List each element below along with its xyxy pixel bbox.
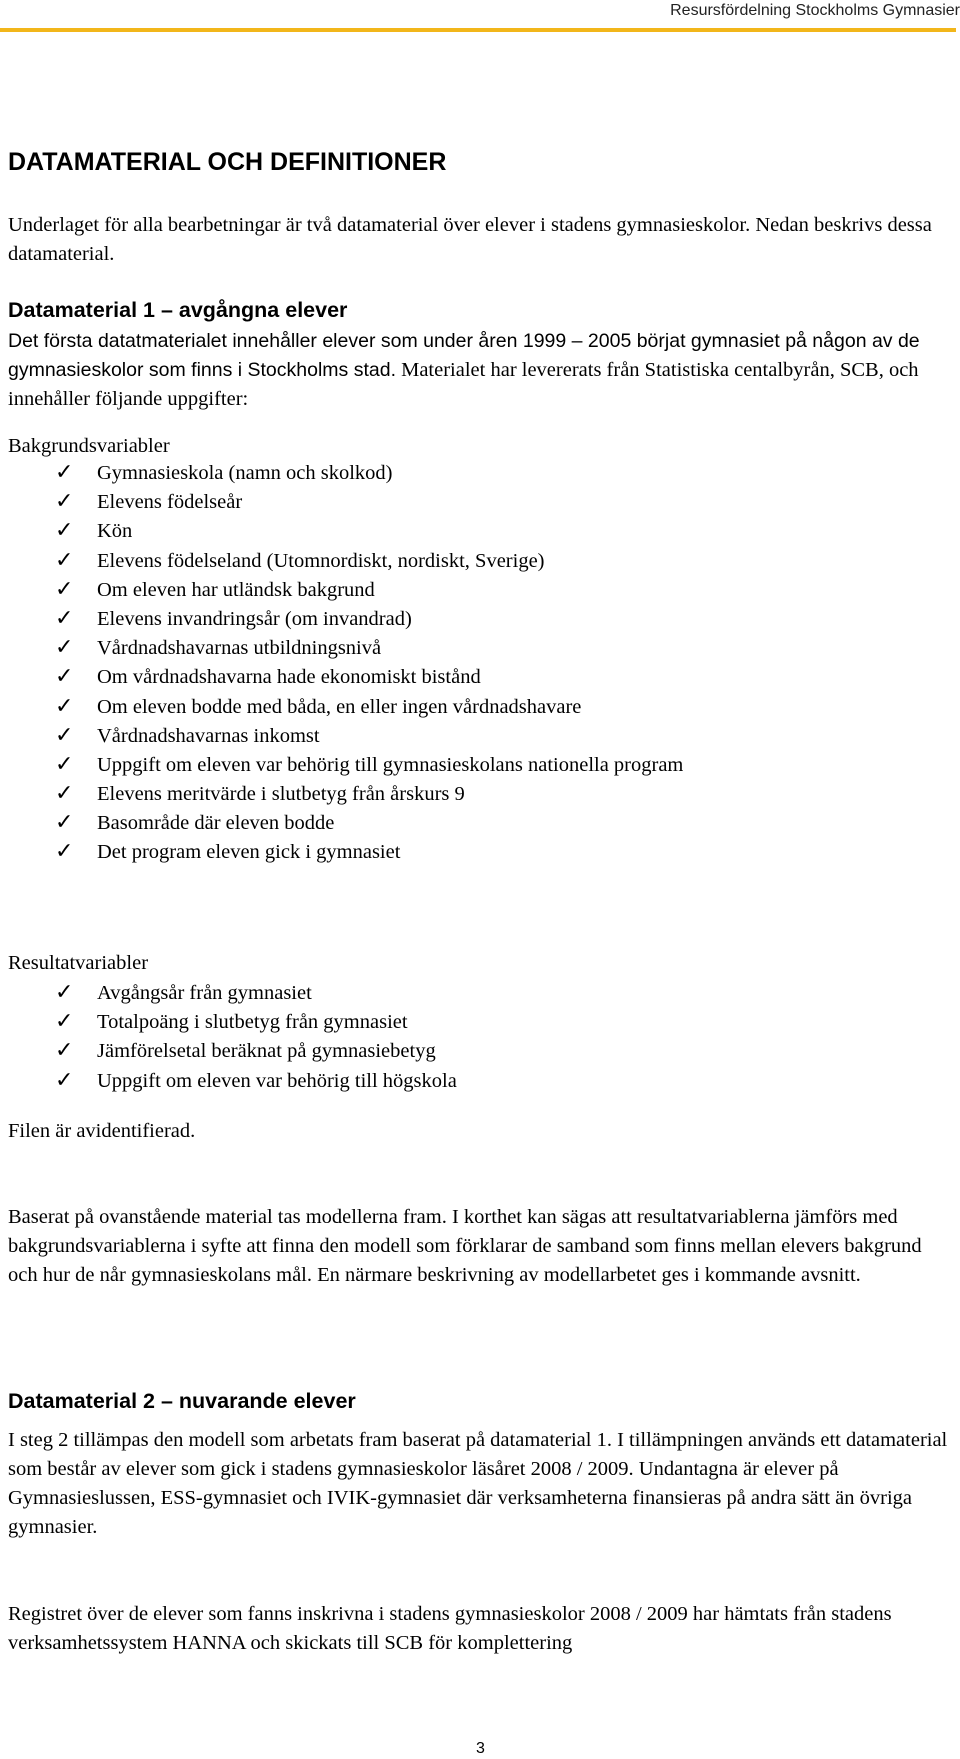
check-icon: ✓ — [55, 1008, 74, 1034]
list-item: ✓ Uppgift om eleven var behörig till högskola — [55, 1066, 457, 1092]
background-variables-label: Bakgrundsvariabler — [8, 435, 170, 457]
list-item: ✓ Jämförelsetal beräknat på gymnasiebetyg — [55, 1037, 436, 1063]
section2-paragraph2: Registret över de elever som fanns inskrivna i stadens gymnasieskolor 2008 / 2009 har hämtats från stadens verksamhetssystem HANNA och skickats till SCB för komplettering — [8, 1603, 892, 1654]
main-heading: DATAMATERIAL OCH DEFINITIONER — [8, 148, 447, 176]
list-item: ✓ Gymnasieskola (namn och skolkod) — [55, 459, 393, 484]
page-number: 3 — [476, 1740, 485, 1757]
list-item: ✓ Elevens födelseland (Utomnordiskt, nordiskt, Sverige) — [55, 546, 545, 572]
list-item: ✓ Avgångsår från gymnasiet — [55, 979, 312, 1004]
list-item: ✓ Om vårdnadshavarna hade ekonomiskt bistånd — [55, 663, 481, 689]
header-rule — [0, 28, 956, 32]
background-variables-list — [55, 457, 683, 866]
list-item: ✓ Basområde där eleven bodde — [55, 809, 335, 835]
check-icon: ✓ — [55, 604, 74, 630]
list-item: ✓ Totalpoäng i slutbetyg från gymnasiet — [55, 1008, 408, 1034]
list-item: ✓ Elevens födelseår — [55, 488, 243, 514]
section2-heading: Datamaterial 2 – nuvarande elever — [8, 1389, 356, 1413]
list-item: ✓ Vårdnadshavarnas utbildningsnivå — [55, 634, 382, 660]
list-item: ✓ Uppgift om eleven var behörig till gymnasieskolans nationella program — [55, 750, 684, 776]
check-icon: ✓ — [55, 488, 74, 514]
check-icon: ✓ — [55, 517, 74, 543]
header-title: Resursfördelning Stockholms Gymnasier — [670, 2, 960, 19]
list-item: ✓ Elevens meritvärde i slutbetyg från årskurs 9 — [55, 780, 465, 806]
model-paragraph: Baserat på ovanstående material tas modellerna fram. I korthet kan sägas att resultatvariablerna jämförs med bakgrundsvariablerna i syfte att finna den modell som förklarar de samband som finns mellan elevers bakgrund och hur de når gymnasieskolans mål. En närmare beskrivning av modellarbetet ges i kommande avsnitt. — [8, 1206, 922, 1286]
section2-paragraph1: I steg 2 tillämpas den modell som arbetats fram baserat på datamaterial 1. I tillämpningen används ett datamaterial som består av elever som gick i stadens gymnasieskolor läsåret 2008 / 2009. Undantagna är elever på Gymnasieslussen, ESS-gymnasiet och IVIK-gymnasiet där verksamheterna finansieras på andra sätt än övriga gymnasier. — [8, 1429, 948, 1538]
check-icon: ✓ — [55, 750, 74, 776]
check-icon: ✓ — [55, 721, 74, 747]
check-icon: ✓ — [55, 1037, 74, 1063]
section1-paragraph-serif: Materialet har levererats från Statistiska centalbyrån, SCB, och innehåller följande uppgifter: — [8, 359, 919, 410]
check-icon: ✓ — [55, 459, 74, 484]
intro-paragraph: Underlaget för alla bearbetningar är två datamaterial över elever i stadens gymnasieskolor. Nedan beskrivs dessa datamaterial. — [8, 214, 932, 265]
list-item: ✓ Om eleven har utländsk bakgrund — [55, 575, 375, 601]
list-item: ✓ Kön — [55, 517, 133, 543]
list-item: ✓ Elevens invandringsår (om invandrad) — [55, 604, 412, 630]
check-icon: ✓ — [55, 663, 74, 689]
check-icon: ✓ — [55, 1066, 74, 1092]
section1-paragraph — [8, 327, 953, 414]
result-variables-list — [55, 977, 457, 1094]
check-icon: ✓ — [55, 546, 74, 572]
section1-paragraph-sans: Det första datatmaterialet innehåller elever som under åren 1999 – 2005 börjat gymnasiet på någon av de gymnasieskolor som finns i Stockholms stad. — [8, 330, 920, 381]
check-icon: ✓ — [55, 692, 74, 718]
check-icon: ✓ — [55, 809, 74, 835]
list-item: ✓ Vårdnadshavarnas inkomst — [55, 721, 320, 747]
check-icon: ✓ — [55, 838, 74, 864]
check-icon: ✓ — [55, 634, 74, 660]
anonymized-note: Filen är avidentifierad. — [8, 1120, 196, 1142]
check-icon: ✓ — [55, 780, 74, 806]
check-icon: ✓ — [55, 979, 74, 1004]
list-item: ✓ Om eleven bodde med båda, en eller ingen vårdnadshavare — [55, 692, 582, 718]
section1-heading: Datamaterial 1 – avgångna elever — [8, 298, 348, 322]
list-item: ✓ Det program eleven gick i gymnasiet — [55, 838, 401, 864]
result-variables-label: Resultatvariabler — [8, 952, 149, 974]
check-icon: ✓ — [55, 575, 74, 601]
